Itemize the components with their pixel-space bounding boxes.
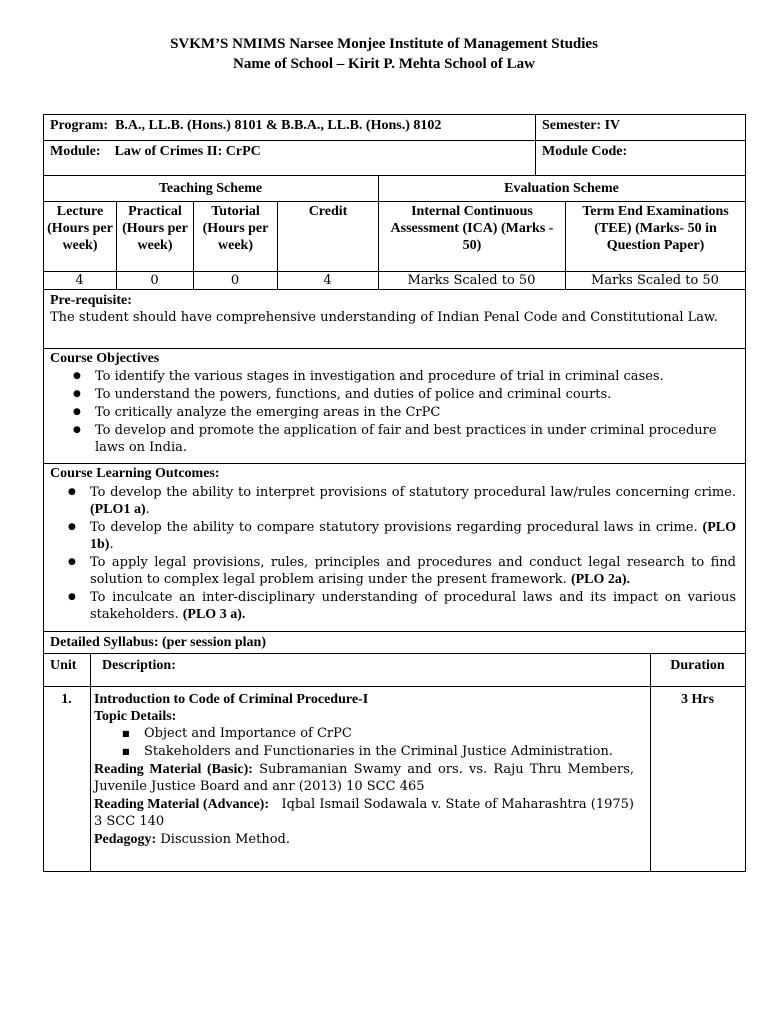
- evaluation-scheme-title: Evaluation Scheme: [504, 181, 619, 196]
- col-unit: Unit: [50, 658, 77, 673]
- reading-advance-text: Iqbal Ismail Sodawala v. State of Maharashtra (1975) 3 SCC 140: [94, 797, 635, 829]
- col-tutorial: Tutorial (Hours per week): [202, 204, 269, 253]
- objective-item: ● To critically analyze the emerging areas in the CrPC: [95, 404, 736, 421]
- module-value: Law of Crimes II: CrPC: [114, 144, 261, 159]
- reading-basic: [94, 761, 634, 795]
- plo-tag: (PLO 2a).: [570, 572, 631, 587]
- unit-title: Introduction to Code of Criminal Procedure-I: [94, 692, 369, 707]
- unit-description: [94, 691, 634, 848]
- col-credit: Credit: [308, 204, 348, 219]
- col-practical: Practical (Hours per week): [122, 204, 188, 253]
- col-ica: Internal Continuous Assessment (ICA) (Marks - 50): [390, 204, 554, 253]
- value-practical: 0: [150, 273, 159, 288]
- outcome-item: ● To develop the ability to compare statutory provisions regarding procedural laws in crime. (PLO 1b).: [90, 519, 736, 553]
- col-lecture: Lecture (Hours per week): [47, 204, 113, 253]
- outcome-item: ● To develop the ability to interpret provisions of statutory procedural law/rules concerning crime. (PLO1 a).: [90, 484, 736, 518]
- module-code: Module Code:: [542, 144, 628, 159]
- module-label: Module:: [50, 144, 101, 159]
- reading-basic-text: Subramanian Swamy and ors. vs. Raju Thru Members, Juvenile Justice Board and anr (2013) 10 SCC 465: [94, 762, 635, 794]
- program-label: Program:: [50, 118, 109, 133]
- value-credit: 4: [323, 273, 332, 288]
- school-name: Name of School – Kirit P. Mehta School of Law: [233, 56, 535, 72]
- topic-item: ■ Object and Importance of CrPC: [144, 725, 634, 742]
- value-lecture: 4: [75, 273, 84, 288]
- topic-details-label: Topic Details:: [94, 709, 177, 724]
- reading-advance-label: Reading Material (Advance):: [94, 797, 270, 812]
- institute-title: SVKM’S NMIMS Narsee Monjee Institute of Management Studies: [170, 36, 598, 52]
- plo-tag: (PLO 1b): [90, 520, 736, 552]
- prerequisite-section: [50, 292, 736, 326]
- unit-number: 1.: [61, 692, 72, 707]
- prerequisite-text: The student should have comprehensive understanding of Indian Penal Code and Constitutional Law.: [50, 310, 718, 325]
- objectives-section: [50, 350, 736, 456]
- topic-item: ■ Stakeholders and Functionaries in the Criminal Justice Administration.: [144, 743, 634, 760]
- reading-basic-label: Reading Material (Basic):: [94, 762, 253, 777]
- program-value: B.A., LL.B. (Hons.) 8101 & B.B.A., LL.B. (Hons.) 8102: [115, 118, 442, 133]
- objectives-title: Course Objectives: [50, 351, 160, 366]
- objective-item: ● To understand the powers, functions, and duties of police and criminal courts.: [95, 386, 736, 403]
- pedagogy-label: Pedagogy:: [94, 832, 157, 847]
- outcomes-title: Course Learning Outcomes:: [50, 466, 220, 481]
- col-duration: Duration: [670, 658, 725, 673]
- semester: Semester: IV: [542, 118, 621, 133]
- pedagogy-text: Discussion Method.: [160, 832, 290, 847]
- module-cell: [50, 143, 534, 160]
- prerequisite-title: Pre-requisite:: [50, 293, 132, 308]
- outcome-item: ● To apply legal provisions, rules, principles and procedures and conduct legal research to find solution to complex legal problem arising under the present framework. (PLO 2a).: [90, 554, 736, 588]
- value-tutorial: 0: [230, 273, 240, 288]
- value-tee: Marks Scaled to 50: [591, 273, 719, 288]
- outcome-item: ● To inculcate an inter-disciplinary understanding of procedural laws and its impact on various stakeholders. (PLO 3 a).: [90, 589, 736, 623]
- syllabus-title: Detailed Syllabus: (per session plan): [50, 635, 266, 650]
- plo-tag: (PLO 3 a).: [182, 607, 246, 622]
- reading-advance: [94, 796, 634, 830]
- plo-tag: (PLO1 a): [90, 502, 146, 517]
- objective-item: ● To identify the various stages in investigation and procedure of trial in criminal cases.: [95, 368, 736, 385]
- value-ica: Marks Scaled to 50: [407, 273, 536, 288]
- program-cell: [50, 117, 534, 134]
- pedagogy: [94, 831, 634, 848]
- col-tee: Term End Examinations (TEE) (Marks- 50 in Question Paper): [582, 204, 729, 253]
- outcomes-section: [50, 465, 736, 623]
- col-description: Description:: [102, 658, 176, 673]
- objective-item: ● To develop and promote the application of fair and best practices in under criminal procedure laws on India.: [95, 422, 736, 456]
- unit-duration: 3 Hrs: [680, 692, 715, 707]
- teaching-scheme-title: Teaching Scheme: [158, 181, 263, 196]
